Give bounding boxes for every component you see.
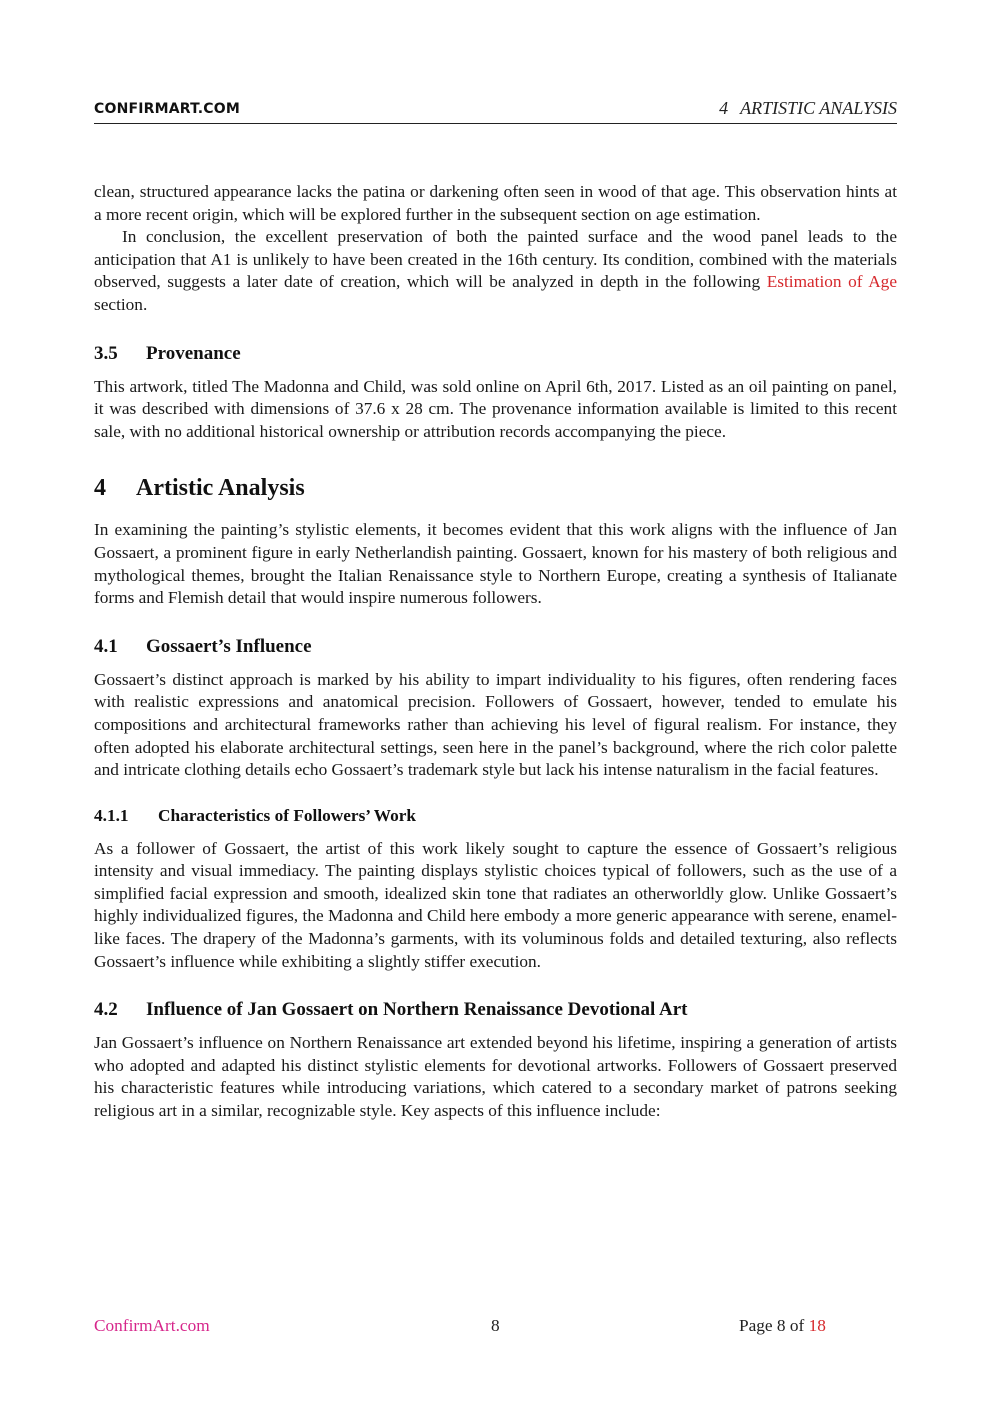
section-heading-3-5 bbox=[94, 343, 897, 365]
paragraph: In examining the painting’s stylistic elements, it becomes evident that this work aligns with the influence of Jan Gossaert, a prominent figure in early Netherlandish painting. Gossaert, known for his mastery of both religious and mythological themes, brought the Italian Renaissance style to Northern Europe, creating a synthesis of Italianate forms and Flemish detail that would inspire numerous followers. bbox=[94, 520, 897, 608]
footer-page-number: 8 bbox=[491, 1316, 500, 1335]
section-heading-4-1 bbox=[94, 636, 897, 658]
section-title: Characteristics of Followers’ Work bbox=[158, 805, 417, 825]
section-title: Provenance bbox=[146, 342, 241, 364]
running-head bbox=[719, 98, 897, 119]
paragraph: Gossaert’s distinct approach is marked by his ability to impart individuality to his figures, often rendering faces with realistic expressions and anatomical precision. Followers of Gossaert, however, tended to emulate his compositions and architectural frameworks rather than achieving his level of figural realism. For instance, they often adopted his elaborate architectural settings, seen here in the panel’s background, where the rich color palette and intricate clothing details echo Gossaert’s trademark style but lack his intense naturalism in the facial features. bbox=[94, 669, 897, 780]
page-header bbox=[94, 97, 897, 124]
section-title: Gossaert’s Influence bbox=[146, 635, 312, 657]
paragraph bbox=[94, 226, 897, 316]
total-pages-link[interactable]: 18 bbox=[808, 1316, 826, 1335]
running-head-title: ARTISTIC ANALYSIS bbox=[740, 98, 897, 118]
section-number: 4.1 bbox=[94, 635, 118, 657]
section-heading-4-1-1 bbox=[94, 806, 897, 826]
confirmart-logo: CONFIRMART.COM bbox=[94, 101, 241, 117]
section-heading-4 bbox=[94, 475, 897, 502]
section-number: 4.2 bbox=[94, 999, 118, 1021]
section-title: Influence of Jan Gossaert on Northern Renaissance Devotional Art bbox=[146, 999, 688, 1021]
footer-page-of bbox=[739, 1316, 826, 1336]
paragraph: This artwork, titled The Madonna and Child, was sold online on April 6th, 2017. Listed as an oil painting on panel, it was described with dimensions of 37.6 x 28 cm. The provenance information available is limited to this recent sale, with no additional historical ownership or attribution records accompanying the piece. bbox=[94, 376, 897, 441]
page-of-label: Page 8 of bbox=[739, 1316, 809, 1335]
paragraph: clean, structured appearance lacks the patina or darkening often seen in wood of that age. This observation hints at a more recent origin, which will be explored further in the subsequent section on age estimation. bbox=[94, 182, 897, 224]
page-footer bbox=[94, 1316, 897, 1340]
estimation-of-age-link[interactable]: Estimation of Age bbox=[766, 272, 897, 292]
paragraph-text: In conclusion, the excellent preservation of both the painted surface and the wood panel leads to the anticipation that A1 is unlikely to have been created in the 16th century. Its condition, combined with the materials observed, suggests a later date of creation, which will be analyzed in depth in the following bbox=[94, 227, 897, 292]
section-number: 4 bbox=[94, 475, 106, 502]
section-number: 4.1.1 bbox=[94, 805, 129, 825]
paragraph: Jan Gossaert’s influence on Northern Renaissance art extended beyond his lifetime, inspiring a generation of artists who adopted and adapted his distinct stylistic elements for devotional artworks. Followers of Gossaert preserved his characteristic features while introducing variations, which catered to a secondary market of patrons seeking religious art in a similar, recognizable style. Key aspects of this influence include: bbox=[94, 1033, 897, 1121]
section-title: Artistic Analysis bbox=[136, 475, 305, 502]
paragraph: As a follower of Gossaert, the artist of this work likely sought to capture the essence of Gossaert’s religious intensity and visual immediacy. The painting displays stylistic choices typical of followers, such as the use of a simplified facial expression and smooth, idealized skin tone that radiates an otherworldly glow. Unlike Gossaert’s highly individualized figures, the Madonna and Child here embody a more generic appearance with serene, enamel-like faces. The drapery of the Madonna’s garments, with its voluminous folds and detailed texturing, also reflects Gossaert’s influence while exhibiting a slightly stiffer execution. bbox=[94, 838, 897, 971]
footer-site-link[interactable]: ConfirmArt.com bbox=[94, 1316, 210, 1335]
running-head-number: 4 bbox=[719, 98, 729, 118]
section-number: 3.5 bbox=[94, 342, 118, 364]
section-heading-4-2 bbox=[94, 999, 897, 1021]
page-content bbox=[94, 181, 897, 1123]
paragraph-text: section. bbox=[94, 294, 148, 314]
